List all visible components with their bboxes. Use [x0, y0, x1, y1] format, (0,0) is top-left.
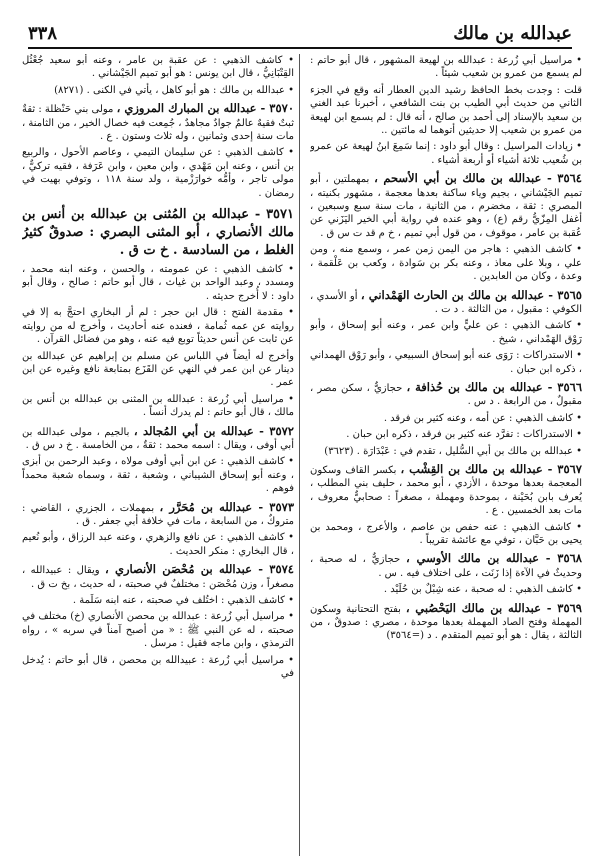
annotation-paragraph: • مراسيل أبي زُرعة : عبدالله بن لهيعة المشهور ، قال أبو حاتم : لم يسمع من عمرو بن شعيب شيئاً .: [310, 55, 582, 80]
biography-entry: [310, 552, 582, 580]
page-header: [28, 14, 572, 49]
entry-heading: ٣٥٦٦ - عبدالله بن مالك بن حُذافة ،: [406, 379, 582, 394]
biography-entry: [22, 102, 294, 143]
annotation-paragraph: • كاشف الذهبي : عن سليمان التيمي ، وعاصم الأحول ، والربيع بن أنس ، وعنه ابن مَهْدي ، وابن معين ، وابن عَرَفة ، فقيه تركيٌّ ، مولى تاجر ، وأمُّه خوارَزْمية ، ولد سنة ١١٨ ، وتوفي بهيت في رمضان .: [22, 147, 294, 199]
biography-entry: [310, 602, 582, 643]
entry-text: ويقال : عبيدالله ، مصغراً ، وزن مُحْصَن : مختلفٌ في صحبته ، له حديث ، بخ ت ق .: [22, 565, 294, 590]
annotation-paragraph: • عبدالله بن مالك بن أبي السُّليل ، تقدم في : عَبْدَارَة . (٣٦٢٣): [324, 445, 582, 457]
annotation-paragraph: • الاستدراكات : تفرَّد عنه كثير بن فرقد ، ذكره ابن حبان .: [346, 429, 582, 441]
annotation-paragraph: • كاشف الذهبي : عن ابن أبي أوفى مولاه ، وعبد الرحمن بن أبزى ، وعنه أبو إسحاق الشيباني ، وشعبة ، ثقة ، وسماه شعبة محمداً فوهم .: [22, 456, 294, 495]
annotation-paragraph: • كاشف الذهبي : عن نافع والزهري ، وعنه عبد الرزاق ، وأبو نُعيم ، قال البخاري : منكر الحديث .: [22, 532, 294, 557]
annotation-paragraph: • كاشف الذهبي : عن عليٍّ وابن عمر ، وعنه أبو إسحاق ، وأبو رَوْق الهَمْداني ، شيخ .: [310, 320, 582, 345]
left-column: [22, 54, 294, 856]
column-divider: [299, 54, 300, 856]
annotation-paragraph: • كاشف الذهبي : عن عمومته ، والحسن ، وعنه ابنه محمد ، ومسدد ، وعبد الواحد بن غياث ، قال أبو حاتم : صالح ، وقال أبو داود : لا أُخرج حديثه .: [22, 264, 294, 302]
page-number: ٣٣٨: [28, 23, 58, 44]
annotation-paragraph: • مراسيل أبي زُرعة : عبدالله بن المثنى بن عبدالله بن أنس بن مالك ، قال أبو حاتم : لم يدرك أنساً .: [22, 393, 294, 419]
entry-heading: ٣٥٧٢ - عبدالله بن أبي المُجالد ،: [133, 423, 294, 438]
running-title: عبدالله بن مالك: [453, 23, 572, 44]
biography-entry: [22, 425, 294, 453]
entry-heading: ٣٥٦٤ - عبدالله بن مالك بن أبي الأسحم ،: [374, 171, 582, 186]
annotation-paragraph: قلت : وجدت بخط الحافظ رشيد الدين العطار أنه وقع في الجزء الثاني من حديث أبي الطيب بن بنت الشافعي ، أخبرنا عبد الغني بن سعيد بالإسناد إلى أحمد بن صالح ، أنه قال : لم يسمع ابن لهيعة من عمرو بن شعيب إلا حديثين أتوهما له مائتين ..: [310, 84, 582, 137]
biography-entry: [22, 501, 294, 529]
annotation-paragraph: • كاشف الذهبي : له صحبة ، عنه شِبْلٌ بن حُلَيْد .: [383, 584, 582, 596]
entry-heading: ٣٥٦٨ - عبدالله بن مالك الأوسي ،: [406, 551, 582, 566]
annotation-paragraph: • زيادات المراسيل : وقال أبو داود : إنما سَمِعَ ابنُ لهيعة عن عمرو بن شُعيب ثلاثة أشياء أو أربعة أشياء .: [310, 141, 582, 166]
annotation-paragraph: • مراسيل أبي زُرعة : عبيدالله بن محصن ، قال أبو حاتم : يُدخل في: [22, 654, 294, 680]
annotation-paragraph: • كاشف الذهبي : عنه حفص بن عاصم ، والأعرج ، ومحمد بن يحيى بن حَبَّان ، توفي مع عائشة تقريباً .: [310, 521, 582, 546]
biography-entry: [22, 563, 294, 591]
entry-heading: ٣٥٦٩ - عبدالله بن مالك اليَحْصُبي ،: [405, 600, 582, 615]
entry-text: بكسر القاف وسكون المعجمة بعدها موحدة ، الأزدي ، أبو محمد ، حليف بني المطلب ، يُعرف بابن بُحَيْنة ، بموحدة ومهملة ، مصغراً : صحابيٌّ معروف ، مات بعد الخمسين . ع .: [310, 464, 582, 517]
entry-heading: ٣٥٧٠ - عبدالله بن المبارك المروزي ،: [116, 101, 294, 116]
annotation-paragraph: • الاستدراكات : رَوَى عنه أبو إسحاق السبيعي ، وأبو رَوْق الهمداني ، ذكره ابن حبان .: [310, 350, 582, 375]
entry-text: بمهملتين ، أبو تميم الجَيْشاني ، بجيم وياء ساكنة بعدها معجمة ، مشهور بكنيته ، المصري : ثقة ، مخضرم ، من الثانية ، مات سنة سبع وسبعين ، أغفل المِزّيُّ رقم (ع) ، وهو عنده في رواية أبي الخير اليَزَني عن عُقبة بن عامر ، موقوف ، من قول أبي تميم ، خ م قد ت س ق .: [310, 174, 582, 239]
biography-entry: [310, 381, 582, 409]
entry-heading: ٣٥٦٥ - عبدالله بن مالك بن الحارث الهَمْداني ،: [360, 287, 582, 302]
entry-text: بمهملات ، الجزري ، القاضي : متروكٌ ، من السابعة ، مات في خلافة أبي جعفر . ق .: [22, 502, 294, 527]
annotation-paragraph: • كاشف الذهبي : عن أمه ، وعنه كثير بن فرقد .: [383, 412, 582, 424]
entry-text: حجازيٌّ ، له صحبة ، وحديثٌ في الآءة إذا زَنَت ، على اختلاف فيه . س .: [310, 554, 582, 579]
entry-text: مولى بني حَنْظلة : ثقةٌ ثبتٌ فقيهٌ عالمٌ جوادٌ مجاهدٌ ، جُمِعت فيه خصال الخير ، من الثامنة ، مات سنة إحدى وثمانين ، وله ثلاث وستون . ع .: [22, 104, 294, 143]
entry-heading: ٣٥٧٣ - عبدالله بن مُحَرَّر ،: [159, 499, 294, 514]
entry-text: بالجيم ، مولى عبدالله بن أبي أوفى ، ويقال : اسمه محمد : ثقةٌ ، من الخامسة . خ د س ق .: [22, 426, 294, 451]
biography-entry: [310, 289, 582, 317]
annotation-paragraph: • مقدمة الفتح : قال ابن حجر : لم أر البخاري احتجَّ به إلا في روايته عن عمه ثُمامة ، فعنده عنه أحاديث ، وأخرج له من روايته عن ثابت عن أنس حديثاً توبع فيه عنه ، وهو من فضائل القرآن .: [22, 307, 294, 346]
annotation-paragraph: • كاشف الذهبي : هاجر من اليمن زمن عمر ، وسمع منه ، ومن علي ، وبلا على معاذ ، وعنه بكر بن سَوادة ، وكعب بن عَلْقمة ، وعدة ، وكان من العابدين .: [310, 244, 582, 283]
biography-entry: [310, 463, 582, 518]
biography-entry: [310, 172, 582, 240]
biography-entry-heading-large: ٣٥٧١ - عبدالله بن المُثنى بن عبدالله بن أنس بن مالك الأنصاري ، أبو المثنى البصري : صدوقٌ كثيرُ الغلط ، من السادسة . خ ت ق .: [22, 207, 294, 259]
annotation-paragraph: وأخرج له أيضاً في اللباس عن مسلم بن إبراهيم عن عبدالله بن دينار عن ابن عمر في النهي عن القَزَع بمتابعة نافع وغيره عن ابن عمر .: [22, 350, 294, 389]
annotation-paragraph: • كاشف الذهبي : عن عقبة بن عامر ، وعنه أبو سعيد جُعْثُل القِتْبَانِيُّ ، قال ابن يونس : هو أبو تميم الجَيْشاني .: [22, 55, 294, 80]
entry-text: حجازيٌّ ، سكن مصر ، مقبولٌ ، من الرابعة . د س .: [310, 382, 582, 408]
entry-heading: ٣٥٧٤ - عبدالله بن مُحْصَن الأنصاري ،: [105, 562, 294, 577]
annotation-paragraph: • مراسيل أبي زُرعة : عبدالله بن محصن الأنصاري (خ) مختلف في صحبته ، له عن النبي ﷺ : « من أصبح آمناً في سربه » ، رواه الترمذي ، وابن ماجه فقيل : مرسل .: [22, 611, 294, 650]
entry-text: بفتح التحتانية وسكون المهملة وفتح الصاد المهملة بعدها موحدة ، مصري : صدوقٌ ، من الثالثة ، يقال : هو أبو تميم المتقدم . د (=٣٥٦٤): [310, 603, 582, 642]
annotation-paragraph: • عبدالله بن مالك : هو أبو كاهل ، يأتي في الكنى . (٨٢٧١): [54, 84, 294, 96]
entry-text: أو الأسدي ، الكوفي : مقبول ، من الثالثة . د ت .: [310, 290, 582, 315]
right-column: [310, 54, 582, 856]
entry-heading: ٣٥٦٧ - عبدالله بن مالك بن القِشْب ،: [400, 461, 582, 476]
annotation-paragraph: • كاشف الذهبي : اختُلف في صحبته ، عنه ابنه سَلَمة .: [72, 595, 294, 606]
